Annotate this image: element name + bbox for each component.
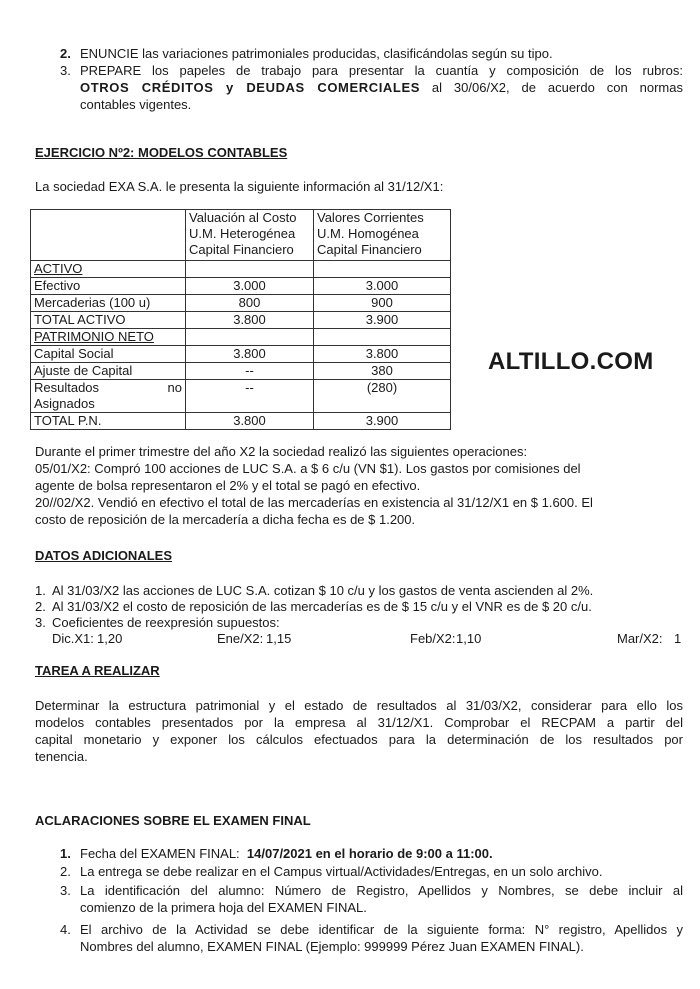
table-header-cell xyxy=(314,210,451,261)
intro-text: La sociedad EXA S.A. le presenta la siguiente información al 31/12/X1: xyxy=(35,179,444,194)
exam-date: 14/07/2021 en el horario de 9:00 a 11:00. xyxy=(246,846,493,861)
row-label xyxy=(31,380,186,413)
cell: 3.900 xyxy=(314,312,451,329)
balance-table xyxy=(30,209,451,430)
bold-text: OTROS CRÉDITOS y DEUDAS COMERCIALES xyxy=(80,80,420,95)
list-item-text xyxy=(80,845,493,862)
cell: 800 xyxy=(186,295,314,312)
cell: 3.800 xyxy=(314,346,451,363)
list-item-text: contables vigentes. xyxy=(80,97,192,112)
list-number: 3. xyxy=(35,615,46,630)
cell: 3.900 xyxy=(314,413,451,430)
row-label: Mercaderias (100 u) xyxy=(31,295,186,312)
altillo-watermark: ALTILLO.COM xyxy=(488,348,654,375)
list-item-text: comienzo de la primera hoja del EXAMEN FINAL. xyxy=(80,900,367,915)
paragraph-line: agente de bolsa representaron el 2% y el total se pagó en efectivo. xyxy=(35,478,421,493)
text: Fecha del EXAMEN FINAL: xyxy=(80,846,240,861)
cell xyxy=(186,329,314,346)
list-item-text: Al 31/03/X2 el costo de reposición de las mercaderías es de $ 15 c/u y el VNR es de $ 20 c/u. xyxy=(52,599,592,614)
row-label: Ajuste de Capital xyxy=(31,363,186,380)
list-item-text: Al 31/03/X2 las acciones de LUC S.A. cotizan $ 10 c/u y los gastos de venta ascienden al 2%. xyxy=(52,583,594,598)
row-label: TOTAL P.N. xyxy=(31,413,186,430)
row-label-part: Asignados xyxy=(34,396,95,411)
row-label: Efectivo xyxy=(31,278,186,295)
paragraph-line: Durante el primer trimestre del año X2 la sociedad realizó las siguientes operaciones: xyxy=(35,444,528,459)
coef-label: Feb/X2: xyxy=(410,631,456,646)
paragraph-line: 05/01/X2: Compró 100 acciones de LUC S.A. a $ 6 c/u (VN $1). Los gastos por comisiones del xyxy=(35,461,581,476)
row-label: Capital Social xyxy=(31,346,186,363)
header-line: Capital Financiero xyxy=(317,242,422,257)
table-row xyxy=(31,312,451,329)
list-item-text: Coeficientes de reexpresión supuestos: xyxy=(52,615,280,630)
paragraph-line: modelos contables presentados por la empresa al 31/12/X1. Comprobar el RECPAM a partir del xyxy=(35,715,683,730)
list-number: 3. xyxy=(60,63,71,78)
table-row xyxy=(31,329,451,346)
list-item-text: La entrega se debe realizar en el Campus virtual/Actividades/Entregas, en un solo archivo. xyxy=(80,864,603,879)
table-row xyxy=(31,363,451,380)
row-label: PATRIMONIO NETO xyxy=(34,329,154,344)
cell: 3.000 xyxy=(314,278,451,295)
section-heading: TAREA A REALIZAR xyxy=(35,663,160,678)
table-row xyxy=(31,261,451,278)
list-item-text: ENUNCIE las variaciones patrimoniales producidas, clasificándolas según su tipo. xyxy=(80,46,553,61)
table-header-cell xyxy=(31,210,186,261)
paragraph-line: capital monetario y exponer los cálculos efectuados para la determinación de los resultados por xyxy=(35,732,683,747)
table-row xyxy=(31,346,451,363)
table-row xyxy=(31,295,451,312)
header-line: Valores Corrientes xyxy=(317,210,424,225)
coef-value: 1 xyxy=(674,631,682,646)
list-item-text: PREPARE los papeles de trabajo para presentar la cuantía y composición de los rubros: xyxy=(80,63,683,78)
cell xyxy=(314,329,451,346)
cell: 3.000 xyxy=(186,278,314,295)
list-item-text: El archivo de la Actividad se debe identificar de la siguiente forma: N° registro, Apellidos y xyxy=(80,922,683,937)
header-line: U.M. Heterogénea xyxy=(189,226,296,241)
cell: 380 xyxy=(314,363,451,380)
coef-label: Dic.X1: xyxy=(52,631,94,646)
coef-label: Ene/X2: xyxy=(217,631,264,646)
coef-value: 1,15 xyxy=(266,631,292,646)
header-line: Capital Financiero xyxy=(189,242,294,257)
list-item-text xyxy=(80,79,683,96)
table-row xyxy=(31,413,451,430)
paragraph-line: tenencia. xyxy=(35,749,88,764)
paragraph-line: 20//02/X2. Vendió en efectivo el total de las mercaderías en existencia al 31/12/X1 en $ 1.600. El xyxy=(35,495,593,510)
cell: -- xyxy=(186,363,314,380)
cell: (280) xyxy=(314,380,451,413)
row-label-part: no xyxy=(167,380,182,395)
list-item-text: La identificación del alumno: Número de Registro, Apellidos y Nombres, se debe incluir al xyxy=(80,883,683,898)
cell: 3.800 xyxy=(186,346,314,363)
row-label-part: Resultados xyxy=(34,380,100,395)
list-number: 2. xyxy=(35,599,46,614)
table-row xyxy=(31,380,451,413)
list-number: 4. xyxy=(60,922,71,937)
list-number: 1. xyxy=(35,583,46,598)
section-heading: EJERCICIO Nº2: MODELOS CONTABLES xyxy=(35,145,288,160)
header-line: Valuación al Costo xyxy=(189,210,297,225)
cell: 3.800 xyxy=(186,312,314,329)
cell: -- xyxy=(186,380,314,413)
coef-value: 1,10 xyxy=(456,631,482,646)
row-label: TOTAL ACTIVO xyxy=(31,312,186,329)
cell xyxy=(314,261,451,278)
list-number: 2. xyxy=(60,46,71,61)
table-row xyxy=(31,278,451,295)
cell: 900 xyxy=(314,295,451,312)
paragraph-line: costo de reposición de la mercadería a dicha fecha es de $ 1.200. xyxy=(35,512,416,527)
list-number: 1. xyxy=(60,846,71,861)
cell xyxy=(186,261,314,278)
text: al 30/06/X2, de acuerdo con normas xyxy=(431,80,683,95)
row-label: ACTIVO xyxy=(34,261,83,276)
table-header-row xyxy=(31,210,451,261)
list-number: 3. xyxy=(60,883,71,898)
coef-value: 1,20 xyxy=(97,631,123,646)
table-header-cell xyxy=(186,210,314,261)
header-line: U.M. Homogénea xyxy=(317,226,419,241)
coef-label: Mar/X2: xyxy=(617,631,663,646)
cell: 3.800 xyxy=(186,413,314,430)
paragraph-line: Determinar la estructura patrimonial y el estado de resultados al 31/03/X2, considerar para ello los xyxy=(35,698,683,713)
section-heading: ACLARACIONES SOBRE EL EXAMEN FINAL xyxy=(35,813,311,828)
section-heading: DATOS ADICIONALES xyxy=(35,548,172,563)
list-item-text: Nombres del alumno, EXAMEN FINAL (Ejemplo: 999999 Pérez Juan EXAMEN FINAL). xyxy=(80,939,584,954)
list-number: 2. xyxy=(60,864,71,879)
